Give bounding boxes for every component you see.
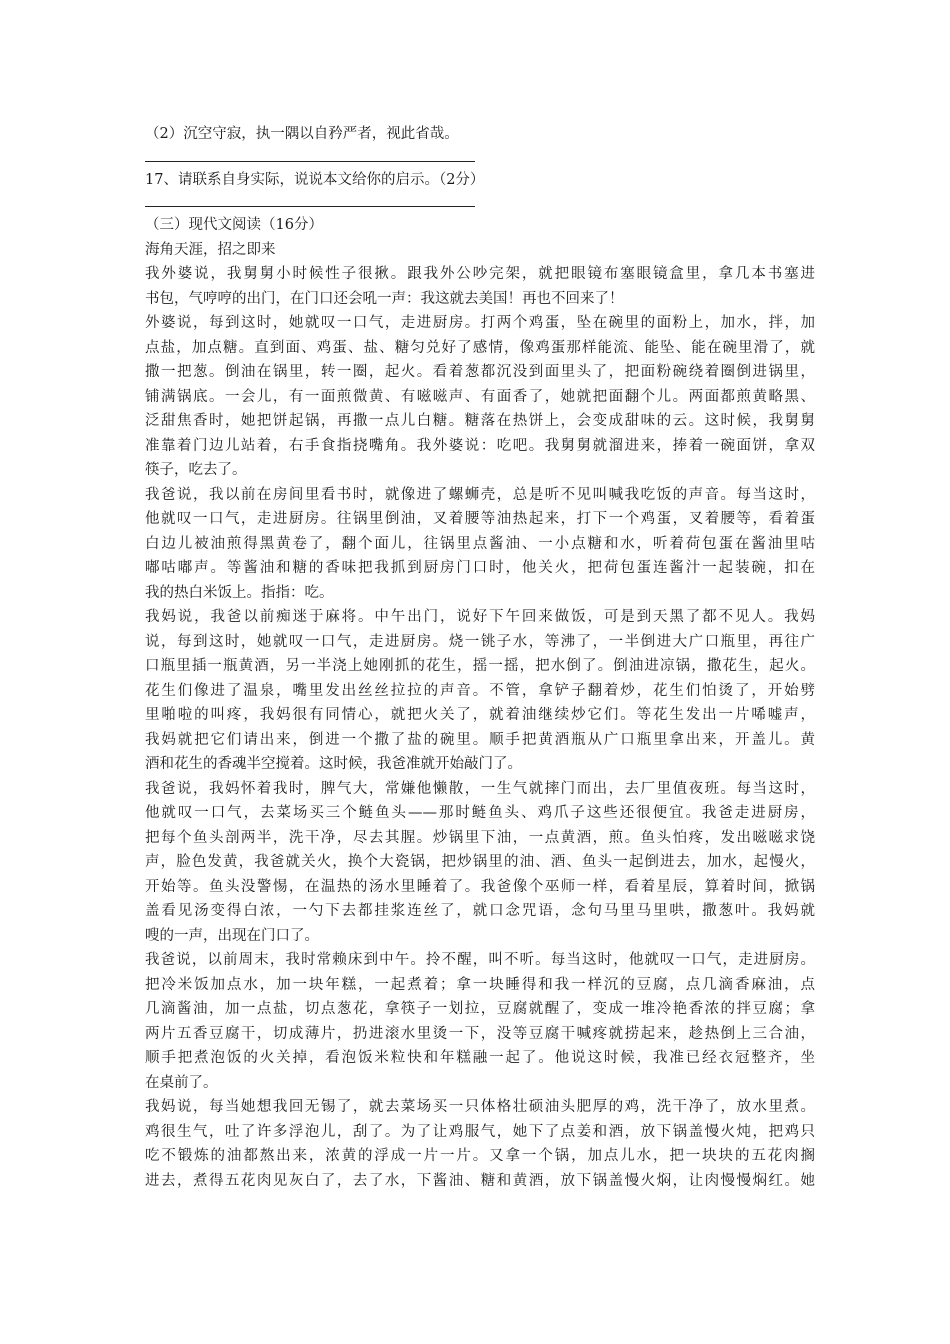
paragraph-line: 顺手把煮泡饭的火关掉，看泡饭米粒快和年糕融一起了。他说这时候，我准已经衣冠整齐，坐: [145, 1050, 815, 1066]
paragraph-line: 几滴酱油，加一点盐，切点葱花，拿筷子一划拉，豆腐就醒了，变成一堆冷艳香浓的拌豆腐；拿: [145, 1001, 815, 1017]
document-content: [145, 122, 815, 1193]
section-heading: （三）现代文阅读（16分）: [145, 217, 323, 233]
article-paragraph: [145, 311, 815, 483]
paragraph-line: 说，每到这时，她就叹一口气，走进厨房。烧一铫子水，等沸了，一半倒进大广口瓶里，再往广: [145, 633, 815, 650]
article-paragraph: [145, 948, 815, 1095]
paragraph-line: 我爸说，我以前在房间里看书时，就像进了螺蛳壳，总是听不见叫喊我吃饭的声音。每当这时，: [145, 486, 815, 503]
paragraph-line: 我的热白米饭上。指指：吃。: [145, 584, 334, 601]
paragraph-line: 我妈就把它们请出来，倒进一个撒了盐的碗里。顺手把黄酒瓶从广口瓶里拿出来，开盖儿。黄: [145, 731, 815, 748]
paragraph-line: 嗖的一声，出现在门口了。: [145, 927, 319, 944]
question-16-part-2: （2）沉空守寂，执一隅以自矜严者，视此省哉。: [145, 126, 459, 142]
article-paragraph: [145, 262, 815, 311]
article-paragraph: [145, 605, 815, 777]
paragraph-line: 我爸说，以前周末，我时常赖床到中午。拎不醒，叫不听。每当这时，他就叹一口气，走进厨房。: [145, 952, 815, 968]
paragraph-line: 声，脸色发黄，我爸就关火，换个大瓷锅，把炒锅里的油、酒、鱼头一起倒进去，加水，起慢火，: [145, 854, 815, 870]
paragraph-line: 进去，煮得五花肉见灰白了，去了水，下酱油、糖和黄酒，放下锅盖慢火焖，让肉慢慢焖红。她: [145, 1172, 815, 1189]
answer-line: [145, 161, 475, 162]
paragraph-line: 撒一把葱。倒油在锅里，转一圈，起火。看着葱都沉没到面里头了，把面粉碗绕着圈倒进锅里，: [145, 364, 815, 380]
paragraph-line: 两片五香豆腐干，切成薄片，扔进滚水里烫一下，没等豆腐干喊疼就捞起来，趁热倒上三合油，: [145, 1025, 815, 1042]
paragraph-line: 我外婆说，我舅舅小时候性子很揪。跟我外公吵完架，就把眼镜布塞眼镜盒里，拿几本书塞进: [145, 266, 815, 282]
question-17: 17、请联系自身实际，说说本文给你的启示。（2分）: [145, 171, 485, 188]
paragraph-line: 泛甜焦香时，她把饼起锅，再撒一点儿白糖。糖落在热饼上，会变成甜味的云。这时候，我舅舅: [145, 413, 815, 429]
article-body: [145, 262, 815, 1193]
paragraph-line: 里啪啦的叫疼，我妈很有同情心，就把火关了，就着油继续炒它们。等花生发出一片唏嘘声，: [145, 707, 815, 723]
paragraph-line: 他就叹一口气，去菜场买三个鲢鱼头——那时鲢鱼头、鸡爪子这些还很便宜。我爸走进厨房，: [145, 805, 815, 821]
paragraph-line: 我妈说，我爸以前痴迷于麻将。中午出门，说好下午回来做饭，可是到天黑了都不见人。我妈: [145, 609, 815, 625]
paragraph-line: 酒和花生的香魂半空搅着。这时候，我爸准就开始敲门了。: [145, 756, 522, 772]
paragraph-line: 吃不锻炼的油都熬出来，浓黄的浮成一片一片。又拿一个锅，加点儿水，把一块块的五花肉搁: [145, 1148, 815, 1164]
paragraph-line: 盖看见汤变得白浓，一勺下去都挂浆连丝了，就口念咒语，念句马里马里哄，撒葱叶。我妈就: [145, 903, 815, 919]
answer-line: [145, 206, 475, 207]
paragraph-line: 嘟咕嘟声。等酱油和糖的香味把我抓到厨房门口时，他关火，把荷包蛋连酱汁一起装碗，扣在: [145, 560, 815, 576]
article-paragraph: [145, 483, 815, 606]
paragraph-line: 口瓶里插一瓶黄酒，另一半浇上她刚抓的花生，摇一摇，把水倒了。倒油进凉锅，撒花生，起火。: [145, 658, 815, 674]
paragraph-line: 把每个鱼头剖两半，洗干净，尽去其腥。炒锅里下油，一点黄酒，煎。鱼头怕疼，发出嗞嗞求饶: [145, 829, 815, 846]
paragraph-line: 他就叹一口气，走进厨房。往锅里倒油，叉着腰等油热起来，打下一个鸡蛋，叉着腰等，看着蛋: [145, 511, 815, 527]
paragraph-line: 我爸说，我妈怀着我时，脾气大，常嫌他懒散，一生气就摔门而出，去厂里值夜班。每当这时，: [145, 780, 815, 797]
paragraph-line: 筷子，吃去了。: [145, 462, 247, 478]
paragraph-line: 书包，气哼哼的出门，在门口还会吼一声：我这就去美国！再也不回来了！: [145, 290, 624, 307]
paragraph-line: 准靠着门边儿站着，右手食指挠嘴角。我外婆说：吃吧。我舅舅就溜进来，捧着一碗面饼，拿双: [145, 437, 815, 454]
paragraph-line: 白边儿被油煎得黑黄卷了，翻个面儿，往锅里点酱油、一小点糖和水，听着荷包蛋在酱油里咕: [145, 535, 815, 552]
paragraph-line: 把冷米饭加点水，加一块年糕，一起煮着；拿一块睡得和我一样沉的豆腐，点几滴香麻油，点: [145, 976, 815, 993]
paragraph-line: 在桌前了。: [145, 1074, 218, 1091]
paragraph-line: 鸡很生气，吐了许多浮泡儿，刮了。为了让鸡服气，她下了点姜和酒，放下锅盖慢火炖，把鸡只: [145, 1123, 815, 1140]
paragraph-line: 开始等。鱼头没警惕，在温热的汤水里睡着了。我爸像个巫师一样，看着星辰，算着时间，掀锅: [145, 878, 815, 895]
paragraph-line: 点盐，加点糖。直到面、鸡蛋、盐、糖匀兑好了感情，像鸡蛋那样能流、能坠、能在碗里滑了，就: [145, 339, 815, 356]
paragraph-line: 外婆说，每到这时，她就叹一口气，走进厨房。打两个鸡蛋，坠在碗里的面粉上，加水，拌，加: [145, 315, 815, 331]
article-title: 海角天涯，招之即来: [145, 241, 276, 258]
paragraph-line: 花生们像进了温泉，嘴里发出丝丝拉拉的声音。不管，拿铲子翻着炒，花生们怕烫了，开始劈: [145, 682, 815, 699]
article-paragraph: [145, 777, 815, 949]
paragraph-line: 我妈说，每当她想我回无锡了，就去菜场买一只体格壮硕油头肥厚的鸡，洗干净了，放水里煮。: [145, 1099, 815, 1115]
article-paragraph: [145, 1095, 815, 1193]
paragraph-line: 铺满锅底。一会儿，有一面煎微黄、有嗞嗞声、有面香了，她就把面翻个儿。两面都煎黄略黑、: [145, 388, 815, 405]
